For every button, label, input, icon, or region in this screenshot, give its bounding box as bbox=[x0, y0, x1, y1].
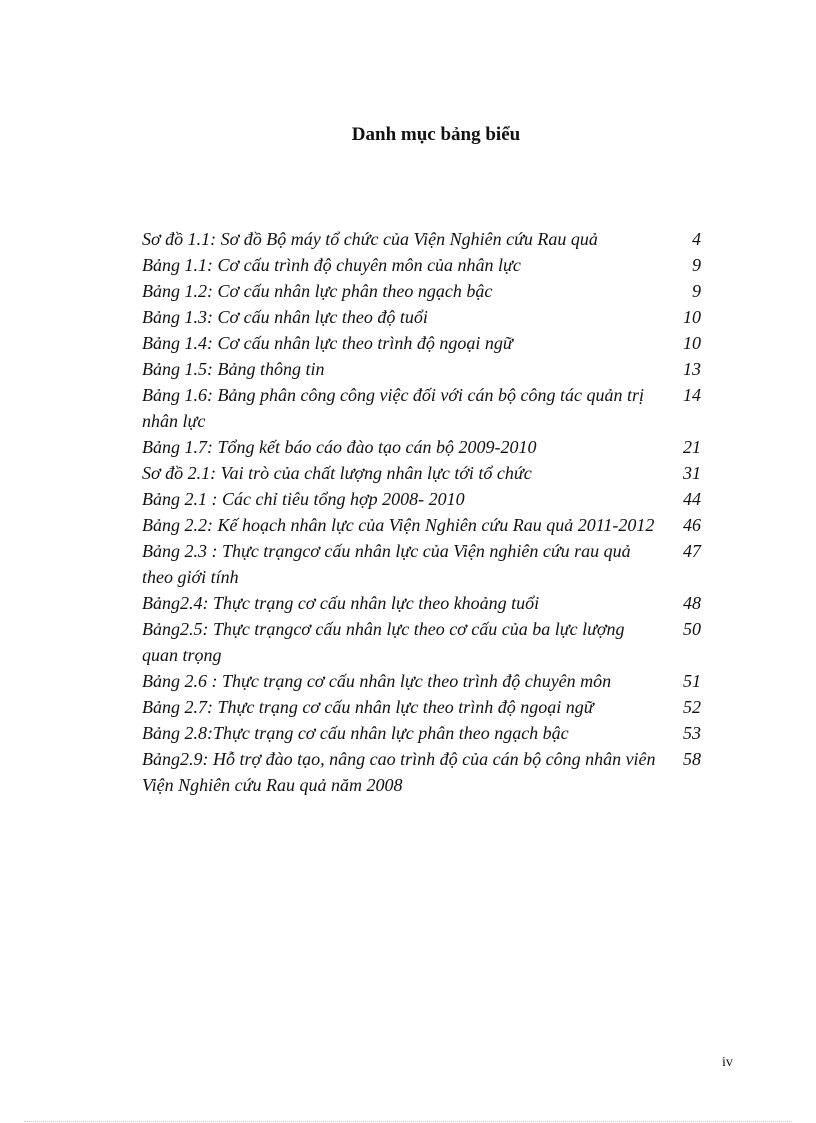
toc-entry-title: Bảng 2.2: Kế hoạch nhân lực của Viện Nghiên cứu Rau quả 2011-2012 bbox=[142, 515, 655, 535]
toc-entry-page: 52 bbox=[683, 697, 701, 717]
toc-entry-page: 4 bbox=[692, 229, 701, 249]
toc-entry-title: Bảng 2.6 : Thực trạng cơ cấu nhân lực theo trình độ chuyên môn bbox=[142, 671, 612, 691]
toc-entry-title: Bảng 2.3 : Thực trạngcơ cấu nhân lực của Viện nghiên cứu rau quả theo giới tính bbox=[142, 541, 631, 587]
toc-entry bbox=[142, 460, 707, 486]
toc-entry bbox=[142, 616, 707, 668]
toc-entry-page: 9 bbox=[692, 255, 701, 275]
toc-entry-title: Sơ đồ 2.1: Vai trò của chất lượng nhân lực tới tổ chức bbox=[142, 463, 532, 483]
toc-entry-page: 47 bbox=[683, 541, 701, 561]
bottom-divider bbox=[24, 1121, 792, 1122]
toc-entry bbox=[142, 512, 707, 538]
toc-entry bbox=[142, 226, 707, 252]
toc-entry-page: 46 bbox=[683, 515, 701, 535]
toc-entry-page: 48 bbox=[683, 593, 701, 613]
toc-entry-title: Bảng2.5: Thực trạngcơ cấu nhân lực theo cơ cấu của ba lực lượng quan trọng bbox=[142, 619, 625, 665]
toc-entry-title: Bảng 1.3: Cơ cấu nhân lực theo độ tuổi bbox=[142, 307, 428, 327]
toc-entry-title: Bảng 1.4: Cơ cấu nhân lực theo trình độ ngoại ngữ bbox=[142, 333, 513, 353]
toc-entry-page: 58 bbox=[683, 749, 701, 769]
toc-entry-title: Bảng 2.8:Thực trạng cơ cấu nhân lực phân theo ngạch bậc bbox=[142, 723, 569, 743]
toc-entry-title: Bảng 1.6: Bảng phân công công việc đối với cán bộ công tác quản trị nhân lực bbox=[142, 385, 645, 431]
toc-entry bbox=[142, 356, 707, 382]
toc-entry-page: 21 bbox=[683, 437, 701, 457]
toc-entry bbox=[142, 434, 707, 460]
toc-entry-page: 10 bbox=[683, 307, 701, 327]
toc-entry-page: 51 bbox=[683, 671, 701, 691]
toc-entry-title: Bảng 1.1: Cơ cấu trình độ chuyên môn của nhân lực bbox=[142, 255, 521, 275]
toc-entry-title: Bảng 2.7: Thực trạng cơ cấu nhân lực theo trình độ ngoại ngữ bbox=[142, 697, 594, 717]
toc-entry-title: Bảng 2.1 : Các chỉ tiêu tổng hợp 2008- 2010 bbox=[142, 489, 465, 509]
toc-entry-title: Bảng 1.5: Bảng thông tin bbox=[142, 359, 325, 379]
toc-entry bbox=[142, 694, 707, 720]
toc-entry-title: Bảng2.9: Hỗ trợ đào tạo, nâng cao trình độ của cán bộ công nhân viên Viện Nghiên cứu Rau quả năm 2008 bbox=[142, 749, 656, 795]
toc-entry-page: 31 bbox=[683, 463, 701, 483]
toc-entry-title: Bảng 1.7: Tổng kết báo cáo đào tạo cán bộ 2009-2010 bbox=[142, 437, 537, 457]
toc-entry bbox=[142, 278, 707, 304]
page-number: iv bbox=[722, 1055, 733, 1070]
toc-entry-page: 44 bbox=[683, 489, 701, 509]
toc-entry-title: Sơ đồ 1.1: Sơ đồ Bộ máy tổ chức của Viện Nghiên cứu Rau quả bbox=[142, 229, 598, 249]
toc-entry-page: 50 bbox=[683, 619, 701, 639]
toc-entry bbox=[142, 590, 707, 616]
toc-entry bbox=[142, 304, 707, 330]
toc-entry-page: 9 bbox=[692, 281, 701, 301]
table-of-figures-list bbox=[142, 226, 707, 798]
toc-entry-title: Bảng2.4: Thực trạng cơ cấu nhân lực theo khoảng tuổi bbox=[142, 593, 540, 613]
toc-entry bbox=[142, 538, 707, 590]
toc-entry-page: 13 bbox=[683, 359, 701, 379]
toc-entry bbox=[142, 252, 707, 278]
toc-entry bbox=[142, 720, 707, 746]
toc-entry bbox=[142, 668, 707, 694]
toc-entry bbox=[142, 330, 707, 356]
toc-entry bbox=[142, 382, 707, 434]
toc-entry-page: 10 bbox=[683, 333, 701, 353]
toc-entry bbox=[142, 746, 707, 798]
toc-entry-page: 14 bbox=[683, 385, 701, 405]
toc-entry bbox=[142, 486, 707, 512]
page-title: Danh mục bảng biểu bbox=[351, 124, 521, 145]
toc-entry-page: 53 bbox=[683, 723, 701, 743]
toc-entry-title: Bảng 1.2: Cơ cấu nhân lực phân theo ngạch bậc bbox=[142, 281, 493, 301]
